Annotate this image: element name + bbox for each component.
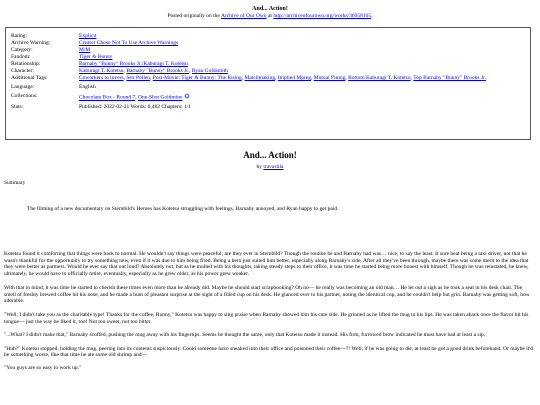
posted-line bbox=[0, 13, 540, 20]
story-paragraph: With that in mind, it was time he started to cherish these times even more than he already did. Maybe he should start scrapbooking? Oh no— he really was becoming an old man… He let out a sigh as he took a seat in his desk chair. The smell of freshly brewed coffee hit his nose, and he made a hum of pleasant surprise at the sight of a filled cup on his desk. He glanced over to his partner, noting the identical cup, and he couldn't help but grin. Barnaby was getting soft, how adorable. bbox=[4, 284, 530, 305]
warning-label: Archive Warning: bbox=[11, 39, 51, 46]
rating-label: Rating: bbox=[11, 33, 28, 39]
byline-prefix: by bbox=[256, 164, 264, 170]
fandom-link[interactable]: Tiger & Bunny bbox=[79, 53, 113, 60]
character-link[interactable]: Ryan Goldsmith bbox=[191, 67, 228, 74]
story-paragraph: "Huh?" Kotetsu stopped, holding the mug, peering into its contents suspiciously. Could someone have sneaked into their office and poisoned their coffee—?! Well, if he was going to die, at least he got a good drink beforehand. Or maybe it'd be something worse, like that time he ate some old shrimp and— bbox=[4, 345, 534, 359]
story-paragraph: "Well, I didn't take you as the charitable type! Thanks for the coffee, Bunny," Kotetsu was happy to sing praise when Barnaby showed him his cute side. He grinned as he lifted the mug to his lips. He was taken aback once the flavor hit his tongue— just the way he liked it, too! Not too sweet, not too bitter. bbox=[4, 311, 529, 325]
collection-list: Chocolate Box - Round 7, One-Shot Goldmine bbox=[79, 93, 525, 104]
tag-link[interactable]: Coworkers to lovers bbox=[79, 74, 124, 81]
posted-prefix: Posted originally on the bbox=[167, 13, 221, 19]
category-label: Category: bbox=[11, 46, 33, 53]
rating-link[interactable]: Explicit bbox=[79, 33, 97, 39]
relationship-label: Relationship: bbox=[11, 60, 41, 67]
stats-value: Published: 2022-02-21 Words: 6,482 Chapters: 1/1 bbox=[79, 104, 191, 111]
character-link[interactable]: Barnaby "Bunny" Brooks Jr. bbox=[126, 67, 190, 74]
language-value: English bbox=[79, 84, 96, 90]
warning-link[interactable]: Creator Chose Not To Use Archive Warnings bbox=[79, 39, 179, 46]
tag-list: Coworkers to lovers, Sex Pollen, Post-Movie: Tiger & Bunny: The Rising, Matchmaking, Implied Mpreg, Mutual Pining, Bottom Kaburagi T. Kotetsu, Top Barnaby "Bunny" Brooks Jr. bbox=[79, 74, 486, 81]
summary-heading: Summary bbox=[4, 180, 26, 186]
download-header bbox=[0, 0, 540, 20]
tag-link[interactable]: Post-Movie: Tiger & Bunny: The Rising bbox=[152, 74, 242, 81]
archive-link[interactable]: Archive of Our Own bbox=[220, 13, 267, 19]
work-title: And... Action! bbox=[243, 150, 297, 160]
story-text bbox=[4, 251, 535, 379]
work-metadata-box bbox=[5, 27, 531, 140]
category-link[interactable]: M/M bbox=[79, 46, 91, 53]
byline bbox=[0, 164, 540, 171]
collection-link[interactable]: Chocolate Box - Round 7 bbox=[79, 94, 136, 101]
tag-link[interactable]: Implied Mpreg bbox=[277, 74, 311, 81]
tag-link[interactable]: Top Barnaby "Bunny" Brooks Jr. bbox=[413, 74, 486, 81]
header-title: And... Action! bbox=[252, 6, 288, 12]
tag-link[interactable]: Matchmaking bbox=[244, 74, 276, 81]
tag-link[interactable]: Sex Pollen bbox=[126, 74, 151, 81]
tag-link[interactable]: Bottom Kaburagi T. Kotetsu bbox=[348, 74, 411, 81]
character-list: Kaburagi T. Kotetsu, Barnaby "Bunny" Brooks Jr., Ryan Goldsmith bbox=[79, 67, 228, 74]
fandom-label: Fandom: bbox=[11, 53, 31, 60]
relationship-link[interactable]: Barnaby "Bunny" Brooks Jr./Kaburagi T. Kotetsu bbox=[79, 60, 188, 67]
character-link[interactable]: Kaburagi T. Kotetsu bbox=[79, 67, 124, 74]
character-label: Character: bbox=[11, 67, 34, 74]
posted-mid: at bbox=[266, 13, 274, 19]
metadata-table bbox=[11, 33, 525, 111]
work-url-link[interactable]: http://archiveofourown.org/works/36958105 bbox=[273, 13, 372, 19]
stats-label: Stats: bbox=[11, 104, 24, 111]
collections-label: Collections: bbox=[11, 93, 38, 100]
posted-suffix: . bbox=[371, 13, 373, 19]
sun-icon bbox=[184, 93, 190, 102]
language-label: Language: bbox=[11, 84, 35, 90]
story-paragraph: Kotetsu found it comforting that things were back to normal. He wouldn't say things were peaceful; are they ever in Sternbild? Though the routine he and Barnaby had was… nice, to say the least. It sure beat being a taxi driver, not that he wasn't thankful for the opportunity to try something new, even if it was due to him being fired. Being a hero just suited him better, especially along Barnaby's side. After all they've been through, maybe there was some merit to the idea that they were better as partners. Would he ever say that out loud? Absolutely not, but as he mulled with his thoughts, taking steady steps to their office, it was time he started being more honest with himself. Though he was reinstated, he knew, ultimately, he would have to officially retire, eventually, especially as he grew older, as his power grew weaker. bbox=[4, 251, 529, 278]
tags-label: Additional Tags: bbox=[11, 74, 48, 81]
tag-link[interactable]: Mutual Pining bbox=[313, 74, 346, 81]
story-paragraph: "...What? I didn't make that," Barnaby scoffed, pushing the mug away with his fingertips. Seems he thought the same, only that Kotetsu made it instead. His firm, furrowed brow indicated he must have had at least a sip. bbox=[4, 332, 486, 339]
summary-text: The filming of a new documentary on Sternbild's Heroes has Kotetsu struggling with feelings, Barnaby annoyed, and Ryan happy to get paid. bbox=[27, 206, 339, 212]
author-link[interactable]: travastila bbox=[263, 164, 284, 170]
collection-link[interactable]: One-Shot Goldmine bbox=[137, 94, 183, 101]
story-paragraph: "You guys are so easy to work up." bbox=[4, 365, 82, 372]
